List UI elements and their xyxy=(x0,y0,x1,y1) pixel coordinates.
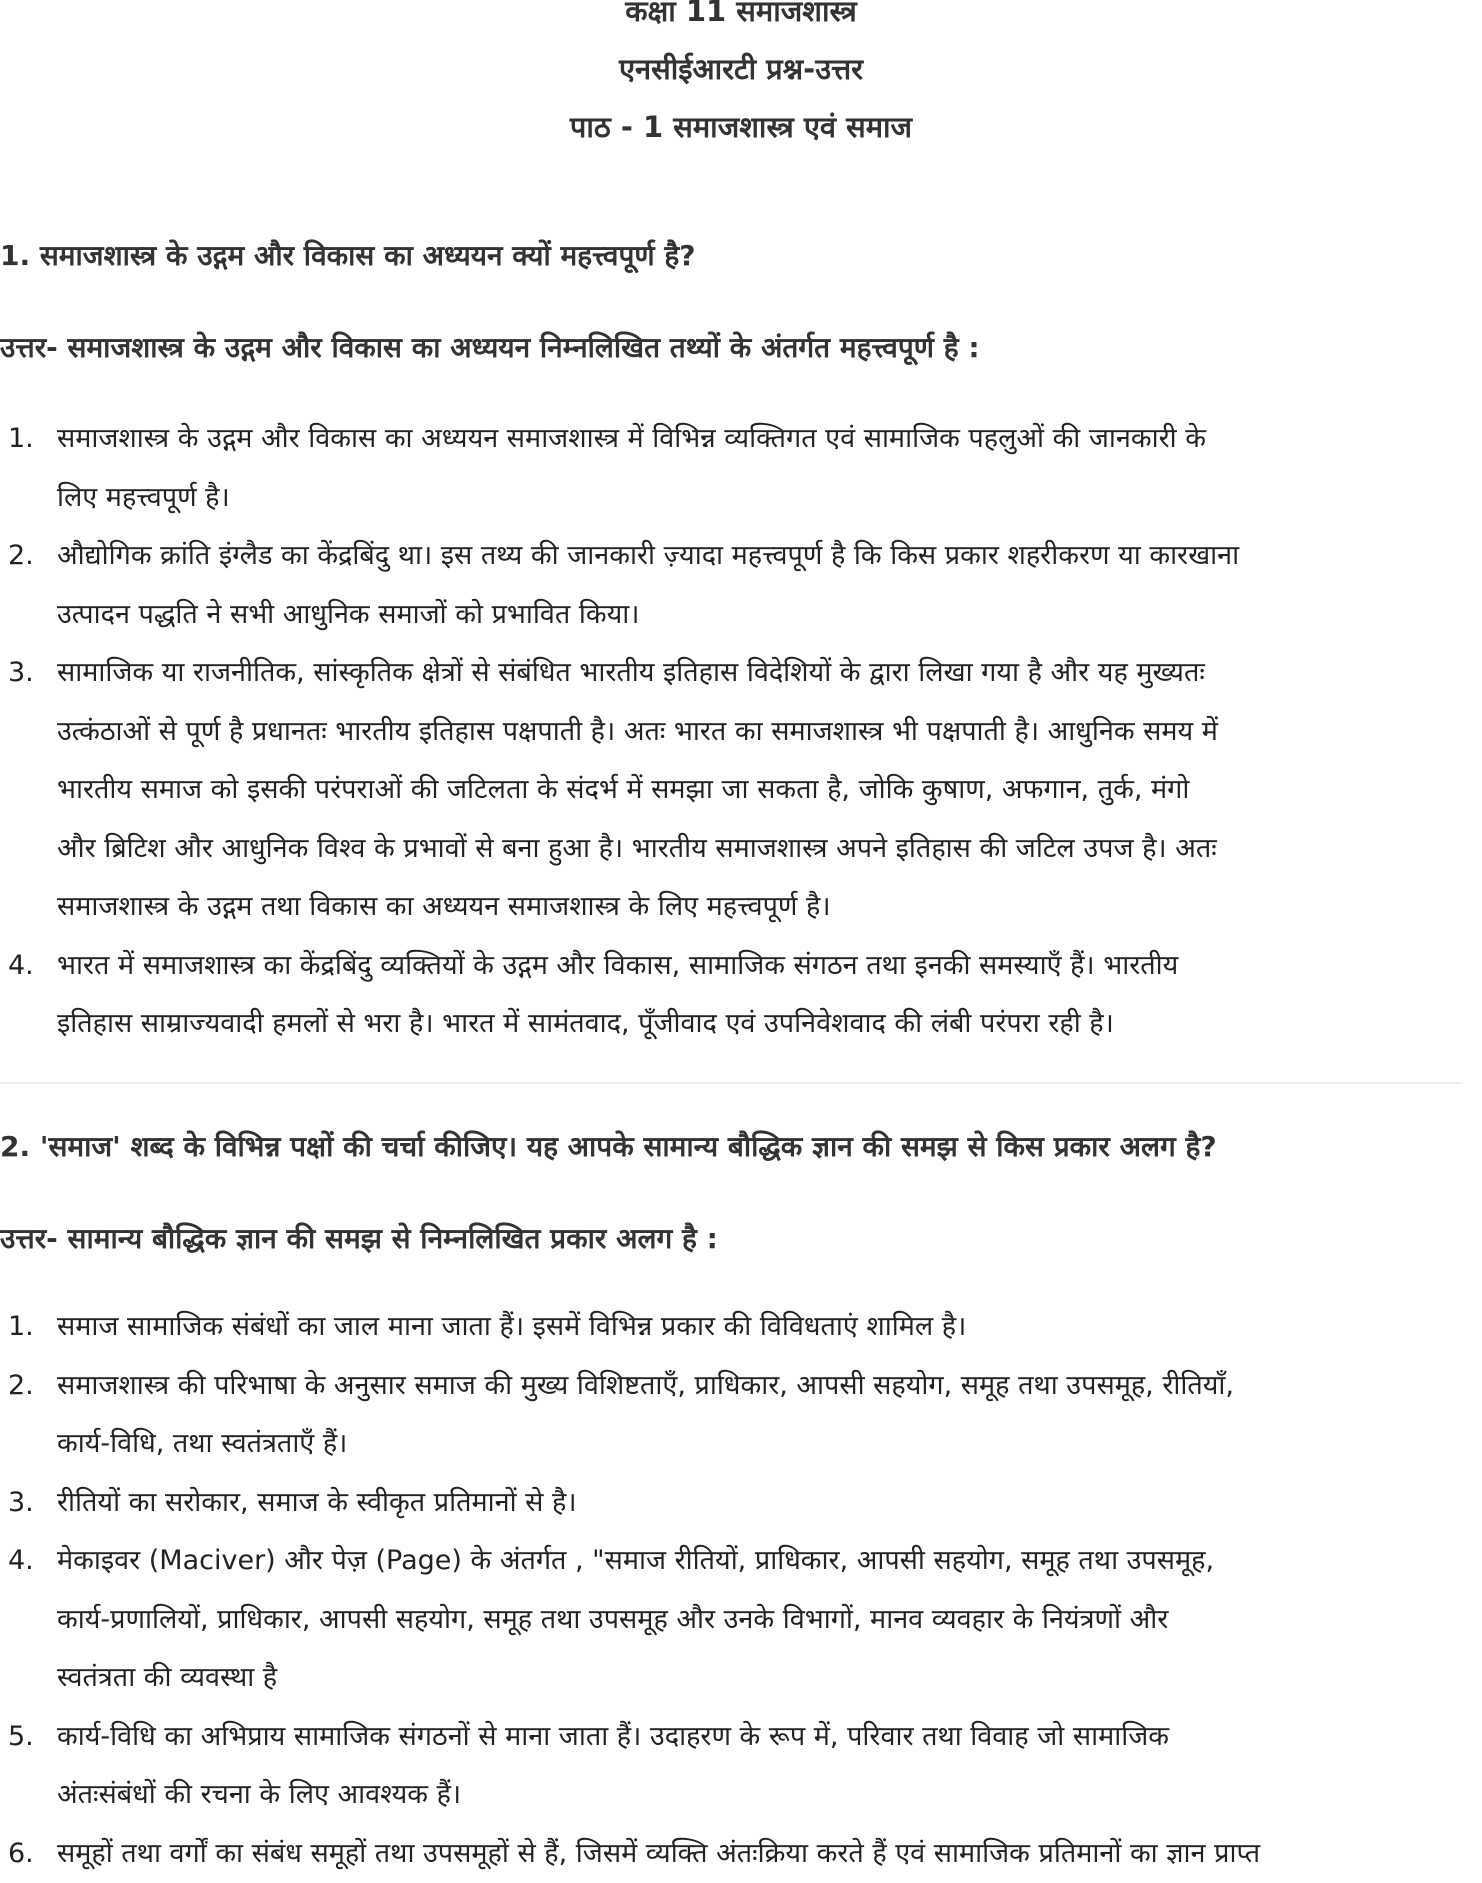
answer-2-list xyxy=(0,1298,1470,1883)
list-item-text: कार्य-प्रणालियों, प्राधिकार, आपसी सहयोग, समूह तथा उपसमूह और उनके विभागों, मानव व्यवहार के नियंत्रणों और xyxy=(57,1591,1470,1650)
answer-1-intro: उत्तर- समाजशास्त्र के उद्गम और विकास का अध्ययन निम्नलिखित तथ्यों के अंतर्गत महत्त्वपूर्ण है : xyxy=(0,328,980,368)
list-number: 2. xyxy=(8,527,34,585)
list-item-text: अंतःसंबंधों की रचना के लिए आवश्यक हैं। xyxy=(57,1766,1470,1825)
list-item-text: औद्योगिक क्रांति इंग्लैड का केंद्रबिंदु था। इस तथ्य की जानकारी ज़्यादा महत्त्वपूर्ण है कि किस प्रकार शहरीकरण या कारखाना xyxy=(57,527,1470,586)
list-item-text: समाजशास्त्र के उद्गम तथा विकास का अध्ययन समाजशास्त्र के लिए महत्त्वपूर्ण है। xyxy=(57,878,1470,937)
list-item xyxy=(0,1825,1470,1883)
list-number: 2. xyxy=(8,1357,34,1415)
list-item xyxy=(0,410,1470,527)
list-item xyxy=(0,527,1470,644)
class-title: कक्षा 11 समाजशास्त्र xyxy=(0,0,1482,54)
document-header xyxy=(0,0,1482,170)
list-item xyxy=(0,1298,1470,1357)
answer-1-list xyxy=(0,410,1470,1054)
list-item xyxy=(0,1357,1470,1474)
list-item-text: उत्पादन पद्धति ने सभी आधुनिक समाजों को प्रभावित किया। xyxy=(57,586,1470,645)
list-item-text: मेकाइवर (Maciver) और पेज़ (Page) के अंतर्गत , "समाज रीतियों, प्राधिकार, आपसी सहयोग, समूह तथा उपसमूह, xyxy=(57,1532,1470,1591)
list-number: 3. xyxy=(8,1474,34,1532)
list-item-text: इतिहास साम्राज्यवादी हमलों से भरा है। भारत में सामंतवाद, पूँजीवाद एवं उपनिवेशवाद की लंबी परंपरा रही है। xyxy=(57,995,1470,1054)
list-item-text: कार्य-विधि का अभिप्राय सामाजिक संगठनों से माना जाता हैं। उदाहरण के रूप में, परिवार तथा विवाह जो सामाजिक xyxy=(57,1708,1470,1767)
list-item xyxy=(0,937,1470,1054)
question-2: 2. 'समाज' शब्द के विभिन्न पक्षों की चर्चा कीजिए। यह आपके सामान्य बौद्धिक ज्ञान की समझ से किस प्रकार अलग है? xyxy=(0,1127,1217,1167)
list-number: 1. xyxy=(8,1298,34,1356)
question-1: 1. समाजशास्त्र के उद्गम और विकास का अध्ययन क्यों महत्त्वपूर्ण है? xyxy=(0,236,695,276)
list-item-text: सामाजिक या राजनीतिक, सांस्कृतिक क्षेत्रों से संबंधित भारतीय इतिहास विदेशियों के द्वारा लिखा गया है और यह मुख्यतः xyxy=(57,644,1470,703)
list-item-text: और ब्रिटिश और आधुनिक विश्व के प्रभावों से बना हुआ है। भारतीय समाजशास्त्र अपने इतिहास की जटिल उपज है। अतः xyxy=(57,820,1470,879)
list-item-text: कार्य-विधि, तथा स्वतंत्रताएँ हैं। xyxy=(57,1415,1470,1474)
answer-2-intro: उत्तर- सामान्य बौद्धिक ज्ञान की समझ से निम्नलिखित प्रकार अलग है : xyxy=(0,1219,718,1259)
list-item-text: भारत में समाजशास्त्र का केंद्रबिंदु व्यक्तियों के उद्गम और विकास, सामाजिक संगठन तथा इनकी समस्याएँ हैं। भारतीय xyxy=(57,937,1470,996)
list-number: 4. xyxy=(8,1532,34,1590)
list-number: 3. xyxy=(8,644,34,702)
list-number: 6. xyxy=(8,1825,34,1883)
list-item-text: उत्कंठाओं से पूर्ण है प्रधानतः भारतीय इतिहास पक्षपाती है। अतः भारत का समाजशास्त्र भी पक्षपाती है। आधुनिक समय में xyxy=(57,703,1470,762)
list-number: 5. xyxy=(8,1708,34,1766)
list-item-text: रीतियों का सरोकार, समाज के स्वीकृत प्रतिमानों से है। xyxy=(57,1474,1470,1533)
list-item-text: लिए महत्त्वपूर्ण है। xyxy=(57,469,1470,528)
list-item-text: समूहों तथा वर्गों का संबंध समूहों तथा उपसमूहों से हैं, जिसमें व्यक्ति अंतःक्रिया करते हैं एवं सामाजिक प्रतिमानों का ज्ञान प्राप्त xyxy=(57,1825,1470,1883)
chapter-title: पाठ - 1 समाजशास्त्र एवं समाज xyxy=(0,112,1482,170)
list-item xyxy=(0,1474,1470,1533)
list-item-text: स्वतंत्रता की व्यवस्था है xyxy=(57,1649,1470,1708)
list-item xyxy=(0,1708,1470,1825)
list-number: 1. xyxy=(8,410,34,468)
list-number: 4. xyxy=(8,937,34,995)
list-item-text: समाजशास्त्र के उद्गम और विकास का अध्ययन समाजशास्त्र में विभिन्न व्यक्तिगत एवं सामाजिक पहलुओं की जानकारी के xyxy=(57,410,1470,469)
list-item xyxy=(0,1532,1470,1708)
list-item xyxy=(0,644,1470,937)
list-item-text: समाजशास्त्र की परिभाषा के अनुसार समाज की मुख्य विशिष्टताएँ, प्राधिकार, आपसी सहयोग, समूह तथा उपसमूह, रीतियाँ, xyxy=(57,1357,1470,1416)
section-divider xyxy=(0,1082,1462,1084)
list-item-text: भारतीय समाज को इसकी परंपराओं की जटिलता के संदर्भ में समझा जा सकता है, जोकि कुषाण, अफगान, तुर्क, मंगो xyxy=(57,761,1470,820)
list-item-text: समाज सामाजिक संबंधों का जाल माना जाता हैं। इसमें विभिन्न प्रकार की विविधताएं शामिल है। xyxy=(57,1298,1470,1357)
ncert-subtitle: एनसीईआरटी प्रश्न-उत्तर xyxy=(0,54,1482,112)
